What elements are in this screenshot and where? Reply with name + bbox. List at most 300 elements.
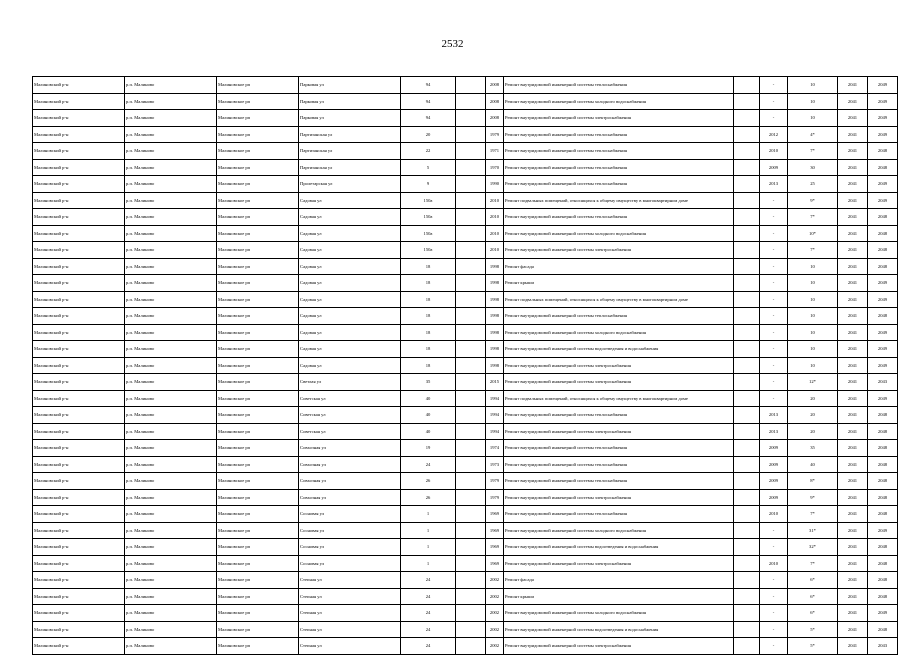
cell-work: Ремонт внутридомовой инженерной системы теплоснабжения [504, 308, 734, 325]
cell-street: Садовая ул [299, 225, 401, 242]
cell-district: Малиновский р-н [33, 638, 125, 655]
cell-service-life: 10 [788, 275, 838, 292]
cell-district: Малиновский р-н [33, 357, 125, 374]
cell-work: Ремонт подвальных помещений, относящихся к общему имуществу в многоквартирном доме [504, 192, 734, 209]
cell-work: Ремонт внутридомовой инженерной системы электроснабжения [504, 489, 734, 506]
cell-year: 1973 [486, 456, 504, 473]
cell-service-life: 5* [788, 638, 838, 655]
cell-settlement: р.п. Малиново [125, 93, 217, 110]
cell-year-end: 2049 [868, 291, 898, 308]
cell-municipality: Малиновское рп [217, 621, 299, 638]
cell-street: Сосновая ул [299, 522, 401, 539]
cell-settlement: р.п. Малиново [125, 242, 217, 259]
cell-municipality: Малиновское рп [217, 572, 299, 589]
cell-year-start: 2041 [838, 242, 868, 259]
cell-settlement: р.п. Малиново [125, 291, 217, 308]
cell-spacer [734, 291, 760, 308]
cell-settlement: р.п. Малиново [125, 506, 217, 523]
cell-work: Ремонт внутридомовой инженерной системы теплоснабжения [504, 126, 734, 143]
cell-year-start: 2041 [838, 176, 868, 193]
cell-building [456, 258, 486, 275]
cell-last-repair: 2013 [760, 176, 788, 193]
cell-year-end: 2048 [868, 143, 898, 160]
cell-district: Малиновский р-н [33, 143, 125, 160]
cell-street: Садовая ул [299, 308, 401, 325]
cell-year: 1998 [486, 341, 504, 358]
cell-street: Совхозная ул [299, 489, 401, 506]
cell-building [456, 159, 486, 176]
cell-work: Ремонт внутридомовой инженерной системы электроснабжения [504, 110, 734, 127]
cell-building [456, 341, 486, 358]
cell-house: 35 [401, 374, 456, 391]
cell-year-start: 2041 [838, 588, 868, 605]
cell-house: 94 [401, 93, 456, 110]
cell-year-start: 2041 [838, 77, 868, 94]
cell-year-end: 2049 [868, 341, 898, 358]
cell-last-repair: 2010 [760, 143, 788, 160]
cell-settlement: р.п. Малиново [125, 176, 217, 193]
cell-municipality: Малиновское рп [217, 291, 299, 308]
cell-house: 26 [401, 473, 456, 490]
cell-work: Ремонт внутридомовой инженерной системы холодного водоснабжения [504, 93, 734, 110]
cell-building [456, 456, 486, 473]
cell-building [456, 126, 486, 143]
cell-year-start: 2041 [838, 473, 868, 490]
cell-street: Садовая ул [299, 275, 401, 292]
cell-work: Ремонт внутридомовой инженерной системы водоотведения и водоснабжения [504, 539, 734, 556]
cell-house: 94 [401, 77, 456, 94]
cell-service-life: 31* [788, 522, 838, 539]
cell-year: 2010 [486, 209, 504, 226]
cell-year: 2002 [486, 638, 504, 655]
cell-house: 150а [401, 225, 456, 242]
cell-work: Ремонт внутридомовой инженерной системы электроснабжения [504, 242, 734, 259]
cell-house: 24 [401, 605, 456, 622]
cell-service-life: 7* [788, 143, 838, 160]
cell-service-life: 6* [788, 572, 838, 589]
cell-spacer [734, 308, 760, 325]
cell-work: Ремонт внутридомовой инженерной системы теплоснабжения [504, 473, 734, 490]
cell-year: 1979 [486, 489, 504, 506]
cell-year-end: 2049 [868, 357, 898, 374]
cell-settlement: р.п. Малиново [125, 440, 217, 457]
cell-year-end: 2048 [868, 555, 898, 572]
cell-year: 2015 [486, 374, 504, 391]
cell-work: Ремонт внутридомовой инженерной системы теплоснабжения [504, 506, 734, 523]
cell-district: Малиновский р-н [33, 473, 125, 490]
cell-year-start: 2041 [838, 308, 868, 325]
cell-spacer [734, 176, 760, 193]
cell-year: 1979 [486, 126, 504, 143]
cell-year-end: 2048 [868, 308, 898, 325]
table-row [33, 93, 898, 110]
cell-service-life: 10 [788, 357, 838, 374]
cell-house: 26 [401, 489, 456, 506]
table-row [33, 473, 898, 490]
cell-year-end: 2048 [868, 209, 898, 226]
cell-street: Садовая ул [299, 209, 401, 226]
cell-service-life: 8* [788, 473, 838, 490]
cell-house: 150а [401, 192, 456, 209]
cell-year: 1971 [486, 143, 504, 160]
cell-municipality: Малиновское рп [217, 209, 299, 226]
cell-work: Ремонт внутридомовой инженерной системы холодного водоснабжения [504, 522, 734, 539]
cell-settlement: р.п. Малиново [125, 341, 217, 358]
cell-house: 20 [401, 126, 456, 143]
cell-house: 40 [401, 407, 456, 424]
cell-district: Малиновский р-н [33, 341, 125, 358]
cell-district: Малиновский р-н [33, 225, 125, 242]
cell-street: Светлая ул [299, 374, 401, 391]
cell-year-end: 2048 [868, 473, 898, 490]
cell-last-repair: - [760, 357, 788, 374]
cell-settlement: р.п. Малиново [125, 621, 217, 638]
cell-service-life: 20 [788, 423, 838, 440]
cell-settlement: р.п. Малиново [125, 77, 217, 94]
cell-house: 18 [401, 341, 456, 358]
cell-year-start: 2041 [838, 522, 868, 539]
cell-year-start: 2041 [838, 390, 868, 407]
cell-last-repair: - [760, 390, 788, 407]
cell-building [456, 605, 486, 622]
cell-last-repair: 2010 [760, 506, 788, 523]
table-row [33, 242, 898, 259]
cell-work: Ремонт фасада [504, 572, 734, 589]
cell-settlement: р.п. Малиново [125, 275, 217, 292]
cell-work: Ремонт внутридомовой инженерной системы теплоснабжения [504, 159, 734, 176]
cell-municipality: Малиновское рп [217, 192, 299, 209]
cell-year-end: 2048 [868, 407, 898, 424]
table-row [33, 291, 898, 308]
cell-year: 1998 [486, 258, 504, 275]
cell-house: 18 [401, 357, 456, 374]
cell-last-repair: - [760, 605, 788, 622]
table-row [33, 489, 898, 506]
table-row [33, 275, 898, 292]
cell-year: 2008 [486, 93, 504, 110]
cell-building [456, 242, 486, 259]
cell-spacer [734, 374, 760, 391]
cell-year-end: 2049 [868, 390, 898, 407]
cell-last-repair: 2013 [760, 407, 788, 424]
cell-settlement: р.п. Малиново [125, 522, 217, 539]
cell-spacer [734, 621, 760, 638]
cell-year: 1990 [486, 176, 504, 193]
cell-street: Садовая ул [299, 324, 401, 341]
cell-district: Малиновский р-н [33, 407, 125, 424]
cell-municipality: Малиновское рп [217, 176, 299, 193]
cell-house: 150а [401, 242, 456, 259]
cell-year: 1979 [486, 473, 504, 490]
cell-settlement: р.п. Малиново [125, 473, 217, 490]
table-row [33, 588, 898, 605]
cell-year: 1970 [486, 159, 504, 176]
cell-service-life: 7* [788, 242, 838, 259]
cell-year-start: 2041 [838, 324, 868, 341]
cell-year: 1969 [486, 522, 504, 539]
cell-service-life: 10 [788, 324, 838, 341]
cell-spacer [734, 407, 760, 424]
cell-year: 1994 [486, 407, 504, 424]
cell-street: Совхозная ул [299, 440, 401, 457]
cell-year-start: 2041 [838, 621, 868, 638]
table-row [33, 176, 898, 193]
cell-municipality: Малиновское рп [217, 423, 299, 440]
cell-last-repair: - [760, 258, 788, 275]
table-row [33, 324, 898, 341]
cell-municipality: Малиновское рп [217, 143, 299, 160]
cell-last-repair: 2009 [760, 440, 788, 457]
cell-spacer [734, 456, 760, 473]
cell-spacer [734, 341, 760, 358]
cell-house: 19 [401, 440, 456, 457]
cell-municipality: Малиновское рп [217, 341, 299, 358]
cell-year-end: 2048 [868, 621, 898, 638]
cell-house: 24 [401, 456, 456, 473]
cell-work: Ремонт внутридомовой инженерной системы теплоснабжения [504, 456, 734, 473]
cell-district: Малиновский р-н [33, 324, 125, 341]
cell-work: Ремонт внутридомовой инженерной системы электроснабжения [504, 357, 734, 374]
cell-spacer [734, 555, 760, 572]
cell-year-end: 2049 [868, 176, 898, 193]
cell-year-start: 2041 [838, 638, 868, 655]
cell-year-start: 2041 [838, 209, 868, 226]
cell-municipality: Малиновское рп [217, 258, 299, 275]
cell-work: Ремонт внутридомовой инженерной системы холодного водоснабжения [504, 324, 734, 341]
cell-settlement: р.п. Малиново [125, 324, 217, 341]
cell-street: Степная ул [299, 588, 401, 605]
cell-municipality: Малиновское рп [217, 456, 299, 473]
cell-building [456, 225, 486, 242]
cell-service-life: 10 [788, 341, 838, 358]
cell-settlement: р.п. Малиново [125, 555, 217, 572]
cell-house: 94 [401, 110, 456, 127]
cell-spacer [734, 159, 760, 176]
cell-spacer [734, 110, 760, 127]
cell-spacer [734, 605, 760, 622]
cell-district: Малиновский р-н [33, 275, 125, 292]
cell-municipality: Малиновское рп [217, 126, 299, 143]
cell-municipality: Малиновское рп [217, 539, 299, 556]
cell-district: Малиновский р-н [33, 110, 125, 127]
table-row [33, 407, 898, 424]
cell-year: 2008 [486, 77, 504, 94]
cell-house: 1 [401, 555, 456, 572]
cell-settlement: р.п. Малиново [125, 539, 217, 556]
cell-year-end: 2049 [868, 522, 898, 539]
cell-year-start: 2041 [838, 291, 868, 308]
cell-last-repair: - [760, 308, 788, 325]
cell-service-life: 6* [788, 605, 838, 622]
cell-last-repair: 2009 [760, 159, 788, 176]
cell-spacer [734, 572, 760, 589]
cell-service-life: 32* [788, 539, 838, 556]
cell-municipality: Малиновское рп [217, 522, 299, 539]
cell-house: 40 [401, 390, 456, 407]
table-row [33, 258, 898, 275]
cell-work: Ремонт внутридомовой инженерной системы теплоснабжения [504, 143, 734, 160]
cell-year-start: 2041 [838, 357, 868, 374]
cell-year-end: 2048 [868, 506, 898, 523]
cell-year-start: 2041 [838, 407, 868, 424]
cell-district: Малиновский р-н [33, 456, 125, 473]
cell-municipality: Малиновское рп [217, 275, 299, 292]
cell-spacer [734, 539, 760, 556]
table-row [33, 209, 898, 226]
cell-settlement: р.п. Малиново [125, 159, 217, 176]
cell-year: 2002 [486, 588, 504, 605]
cell-building [456, 522, 486, 539]
cell-service-life: 5* [788, 621, 838, 638]
cell-municipality: Малиновское рп [217, 555, 299, 572]
cell-municipality: Малиновское рп [217, 407, 299, 424]
cell-last-repair: - [760, 621, 788, 638]
cell-street: Партизанская ул [299, 143, 401, 160]
cell-street: Степная ул [299, 572, 401, 589]
cell-year-start: 2041 [838, 192, 868, 209]
cell-street: Сосновая ул [299, 506, 401, 523]
cell-building [456, 143, 486, 160]
table-row [33, 440, 898, 457]
cell-house: 18 [401, 308, 456, 325]
cell-municipality: Малиновское рп [217, 324, 299, 341]
cell-house: 24 [401, 588, 456, 605]
cell-municipality: Малиновское рп [217, 638, 299, 655]
cell-work: Ремонт крыши [504, 275, 734, 292]
cell-year-start: 2041 [838, 93, 868, 110]
cell-year-start: 2041 [838, 126, 868, 143]
cell-work: Ремонт внутридомовой инженерной системы водоотведения и водоснабжения [504, 621, 734, 638]
cell-last-repair: - [760, 539, 788, 556]
cell-street: Сосновая ул [299, 539, 401, 556]
cell-year-end: 2048 [868, 225, 898, 242]
table-row [33, 456, 898, 473]
cell-building [456, 357, 486, 374]
cell-house: 40 [401, 423, 456, 440]
cell-year-end: 2049 [868, 77, 898, 94]
cell-settlement: р.п. Малиново [125, 110, 217, 127]
cell-municipality: Малиновское рп [217, 225, 299, 242]
cell-street: Парковая ул [299, 110, 401, 127]
cell-settlement: р.п. Малиново [125, 489, 217, 506]
table-row [33, 77, 898, 94]
cell-municipality: Малиновское рп [217, 159, 299, 176]
table-row [33, 192, 898, 209]
cell-settlement: р.п. Малиново [125, 225, 217, 242]
table-row [33, 605, 898, 622]
table-row [33, 374, 898, 391]
cell-service-life: 12* [788, 374, 838, 391]
cell-year-end: 2043 [868, 374, 898, 391]
cell-street: Пролетарская ул [299, 176, 401, 193]
cell-street: Сосновая ул [299, 555, 401, 572]
cell-spacer [734, 77, 760, 94]
cell-municipality: Малиновское рп [217, 308, 299, 325]
table-row [33, 126, 898, 143]
cell-service-life: 30 [788, 159, 838, 176]
table-row [33, 506, 898, 523]
cell-year-end: 2048 [868, 440, 898, 457]
cell-last-repair: - [760, 93, 788, 110]
cell-house: 18 [401, 324, 456, 341]
cell-district: Малиновский р-н [33, 555, 125, 572]
cell-year-start: 2041 [838, 374, 868, 391]
cell-year-end: 2048 [868, 456, 898, 473]
cell-district: Малиновский р-н [33, 605, 125, 622]
cell-service-life: 7* [788, 209, 838, 226]
table-row [33, 341, 898, 358]
cell-district: Малиновский р-н [33, 522, 125, 539]
cell-municipality: Малиновское рп [217, 390, 299, 407]
cell-street: Советская ул [299, 390, 401, 407]
cell-district: Малиновский р-н [33, 77, 125, 94]
cell-service-life: 10 [788, 77, 838, 94]
cell-service-life: 20 [788, 407, 838, 424]
cell-last-repair: - [760, 324, 788, 341]
cell-spacer [734, 473, 760, 490]
cell-building [456, 506, 486, 523]
cell-building [456, 192, 486, 209]
cell-district: Малиновский р-н [33, 209, 125, 226]
cell-service-life: 10 [788, 308, 838, 325]
cell-work: Ремонт фасада [504, 258, 734, 275]
cell-year: 2002 [486, 605, 504, 622]
table-row [33, 143, 898, 160]
cell-last-repair: 2009 [760, 489, 788, 506]
cell-settlement: р.п. Малиново [125, 126, 217, 143]
cell-service-life: 40 [788, 456, 838, 473]
cell-municipality: Малиновское рп [217, 110, 299, 127]
cell-year-end: 2049 [868, 324, 898, 341]
cell-year-start: 2041 [838, 605, 868, 622]
cell-service-life: 6* [788, 588, 838, 605]
cell-building [456, 176, 486, 193]
cell-building [456, 407, 486, 424]
cell-district: Малиновский р-н [33, 93, 125, 110]
cell-year-start: 2041 [838, 110, 868, 127]
cell-last-repair: - [760, 110, 788, 127]
cell-last-repair: 2010 [760, 555, 788, 572]
cell-work: Ремонт внутридомовой инженерной системы электроснабжения [504, 555, 734, 572]
cell-work: Ремонт внутридомовой инженерной системы теплоснабжения [504, 407, 734, 424]
table-row [33, 522, 898, 539]
cell-year: 1998 [486, 308, 504, 325]
cell-building [456, 209, 486, 226]
cell-work: Ремонт внутридомовой инженерной системы электроснабжения [504, 638, 734, 655]
cell-service-life: 10 [788, 93, 838, 110]
cell-settlement: р.п. Малиново [125, 192, 217, 209]
cell-district: Малиновский р-н [33, 242, 125, 259]
cell-house: 1 [401, 539, 456, 556]
cell-last-repair: 2013 [760, 423, 788, 440]
cell-spacer [734, 225, 760, 242]
cell-service-life: 9* [788, 192, 838, 209]
cell-municipality: Малиновское рп [217, 440, 299, 457]
cell-spacer [734, 209, 760, 226]
cell-district: Малиновский р-н [33, 588, 125, 605]
cell-building [456, 110, 486, 127]
cell-district: Малиновский р-н [33, 374, 125, 391]
cell-last-repair: - [760, 77, 788, 94]
cell-year-end: 2048 [868, 258, 898, 275]
cell-last-repair: - [760, 638, 788, 655]
cell-year-start: 2041 [838, 341, 868, 358]
cell-house: 24 [401, 572, 456, 589]
cell-settlement: р.п. Малиново [125, 638, 217, 655]
cell-last-repair: - [760, 341, 788, 358]
cell-settlement: р.п. Малиново [125, 588, 217, 605]
cell-street: Садовая ул [299, 291, 401, 308]
